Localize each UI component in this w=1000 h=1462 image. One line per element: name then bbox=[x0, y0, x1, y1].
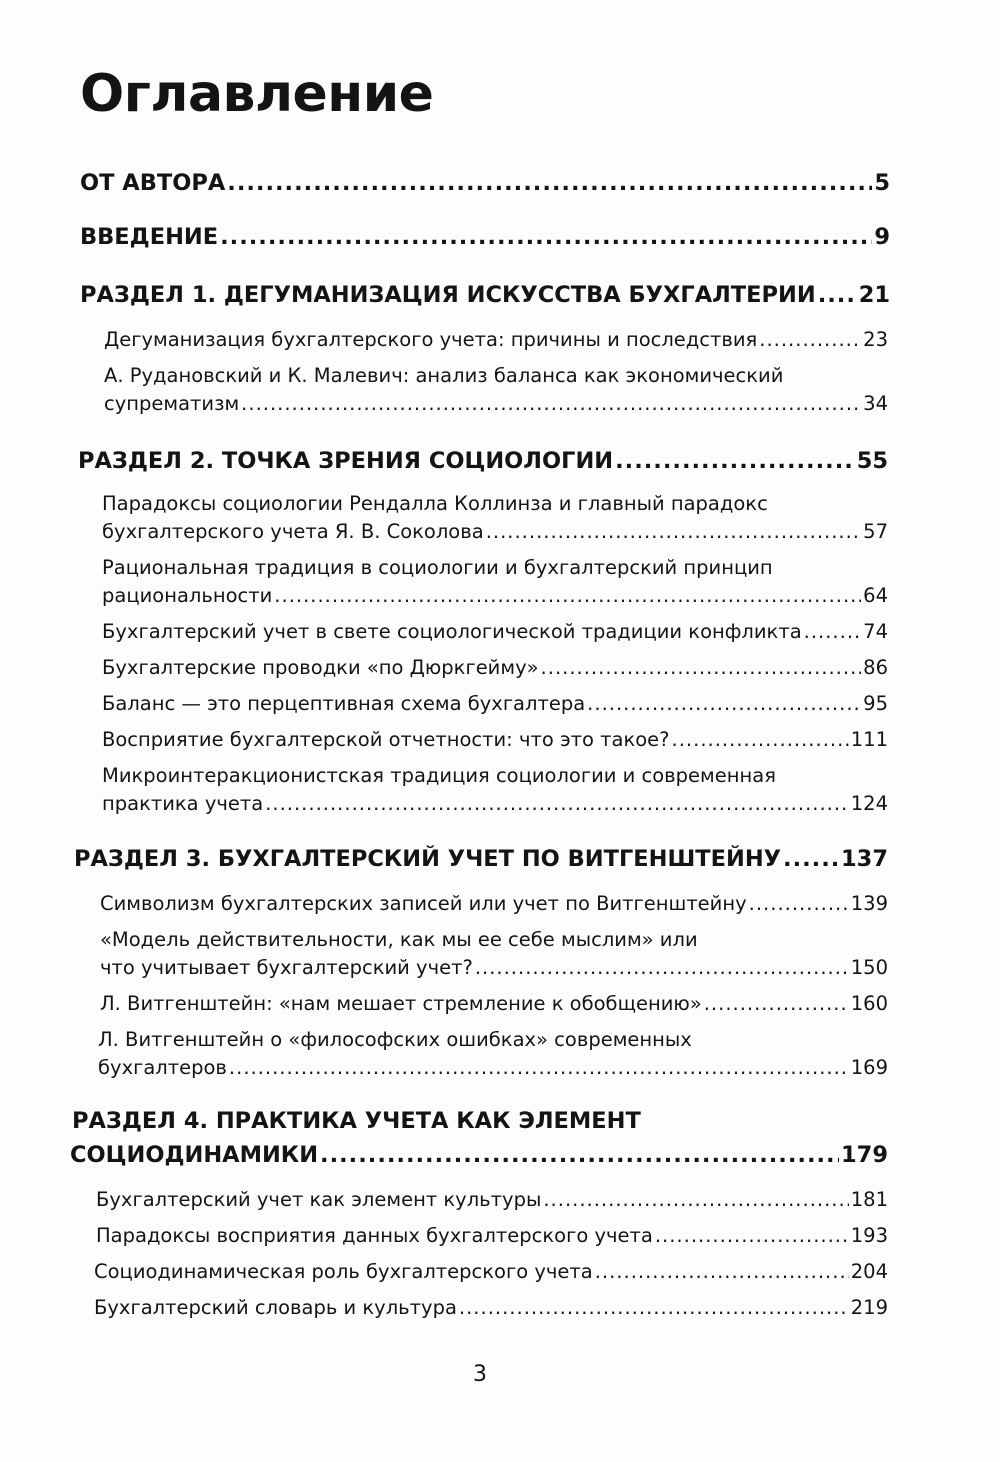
leader-dots bbox=[274, 584, 861, 607]
toc-entry-page: 137 bbox=[841, 846, 888, 872]
toc-subentry[interactable] bbox=[96, 1188, 888, 1211]
leader-dots bbox=[265, 792, 849, 815]
toc-entry-page: 219 bbox=[850, 1296, 888, 1319]
toc-entry-title: РАЗДЕЛ 3. БУХГАЛТЕРСКИЙ УЧЕТ ПО ВИТГЕНШТЕЙНУ bbox=[74, 846, 782, 872]
toc-entry-title: РАЗДЕЛ 2. ТОЧКА ЗРЕНИЯ СОЦИОЛОГИИ bbox=[78, 448, 614, 474]
toc-section-heading[interactable] bbox=[70, 1142, 888, 1168]
toc-entry-title: СОЦИОДИНАМИКИ bbox=[70, 1142, 319, 1168]
leader-dots bbox=[486, 520, 861, 543]
leader-dots bbox=[615, 448, 855, 474]
toc-entry-title: ОТ АВТОРА bbox=[80, 170, 226, 196]
toc-entry-page: 9 bbox=[874, 224, 890, 250]
toc-subentry[interactable] bbox=[94, 1296, 888, 1319]
toc-entry-page: 74 bbox=[863, 620, 888, 643]
toc-subentry[interactable] bbox=[94, 1260, 888, 1283]
toc-entry-title: Парадоксы восприятия данных бухгалтерского учета bbox=[96, 1224, 653, 1247]
toc-subentry[interactable] bbox=[100, 956, 888, 979]
toc-entry-page: 111 bbox=[850, 728, 888, 751]
leader-dots bbox=[759, 328, 861, 351]
leader-dots bbox=[595, 1260, 849, 1283]
leader-dots bbox=[227, 170, 872, 196]
toc-entry-title: бухгалтерского учета Я. В. Соколова bbox=[102, 520, 484, 543]
toc-subentry-line1: Парадоксы социологии Рендалла Коллинза и главный парадокс bbox=[102, 492, 768, 515]
toc-subentry-line1: «Модель действительности, как мы ее себе мыслим» или bbox=[100, 928, 698, 951]
toc-subentry-line1: А. Рудановский и К. Малевич: анализ баланса как экономический bbox=[104, 364, 784, 387]
toc-entry-page: 23 bbox=[863, 328, 888, 351]
toc-entry-title: Л. Витгенштейн: «нам мешает стремление к обобщению» bbox=[100, 992, 702, 1015]
toc-subentry[interactable] bbox=[102, 520, 888, 543]
toc-entry-page: 57 bbox=[863, 520, 888, 543]
leader-dots bbox=[804, 620, 862, 643]
toc-subentry[interactable] bbox=[96, 1224, 888, 1247]
leader-dots bbox=[672, 728, 849, 751]
toc-subentry[interactable] bbox=[102, 656, 888, 679]
toc-entry-page: 193 bbox=[850, 1224, 888, 1247]
leader-dots bbox=[543, 1188, 848, 1211]
toc-subentry[interactable] bbox=[104, 328, 888, 351]
toc-entry-title: Бухгалтерские проводки «по Дюркгейму» bbox=[102, 656, 539, 679]
leader-dots bbox=[541, 656, 862, 679]
leader-dots bbox=[704, 992, 849, 1015]
toc-entry-page: 95 bbox=[863, 692, 888, 715]
toc-entry-title: Социодинамическая роль бухгалтерского учета bbox=[94, 1260, 593, 1283]
leader-dots bbox=[229, 1056, 849, 1079]
toc-entry-page: 150 bbox=[850, 956, 888, 979]
toc-subentry-line1: Рациональная традиция в социологии и бухгалтерский принцип bbox=[102, 556, 773, 579]
toc-subentry[interactable] bbox=[100, 992, 888, 1015]
toc-subentry-line1: Л. Витгенштейн о «философских ошибках» современных bbox=[98, 1028, 692, 1051]
leader-dots bbox=[655, 1224, 849, 1247]
leader-dots bbox=[783, 846, 839, 872]
toc-entry[interactable] bbox=[80, 224, 890, 250]
toc-subentry[interactable] bbox=[102, 728, 888, 751]
toc-entry-page: 64 bbox=[863, 584, 888, 607]
toc-entry-page: 34 bbox=[863, 392, 888, 415]
toc-entry-page: 124 bbox=[850, 792, 888, 815]
toc-entry-page: 21 bbox=[858, 282, 890, 308]
toc-entry-title: рациональности bbox=[102, 584, 273, 607]
toc-entry-page: 169 bbox=[850, 1056, 888, 1079]
page-number: 3 bbox=[473, 1362, 487, 1387]
toc-entry-page: 86 bbox=[863, 656, 888, 679]
leader-dots bbox=[818, 282, 857, 308]
toc-entry-page: 179 bbox=[841, 1142, 888, 1168]
toc-entry-title: супрематизм bbox=[104, 392, 240, 415]
toc-entry-title: ВВЕДЕНИЕ bbox=[80, 224, 219, 250]
toc-entry-title: что учитывает бухгалтерский учет? bbox=[100, 956, 473, 979]
toc-entry-title: бухгалтеров bbox=[98, 1056, 227, 1079]
toc-entry-title: Символизм бухгалтерских записей или учет по Витгенштейну bbox=[100, 892, 747, 915]
toc-section-heading[interactable] bbox=[74, 846, 888, 872]
toc-entry-title: Бухгалтерский учет в свете социологической традиции конфликта bbox=[102, 620, 802, 643]
toc-subentry[interactable] bbox=[102, 792, 888, 815]
leader-dots bbox=[320, 1142, 839, 1168]
toc-entry-page: 139 bbox=[850, 892, 888, 915]
toc-section-heading-line1: РАЗДЕЛ 4. ПРАКТИКА УЧЕТА КАК ЭЛЕМЕНТ bbox=[72, 1108, 641, 1134]
toc-entry-title: Бухгалтерский словарь и культура bbox=[94, 1296, 457, 1319]
toc-entry-page: 55 bbox=[856, 448, 888, 474]
toc-entry-page: 181 bbox=[850, 1188, 888, 1211]
toc-entry-title: Восприятие бухгалтерской отчетности: что это такое? bbox=[102, 728, 670, 751]
toc-subentry[interactable] bbox=[102, 692, 888, 715]
toc-subentry[interactable] bbox=[102, 584, 888, 607]
toc-subentry[interactable] bbox=[98, 1056, 888, 1079]
toc-subentry[interactable] bbox=[102, 620, 888, 643]
toc-section-heading[interactable] bbox=[80, 282, 890, 308]
toc-entry-page: 204 bbox=[850, 1260, 888, 1283]
toc-entry[interactable] bbox=[80, 170, 890, 196]
toc-entry-page: 5 bbox=[874, 170, 890, 196]
leader-dots bbox=[220, 224, 872, 250]
toc-entry-title: практика учета bbox=[102, 792, 264, 815]
toc-subentry-line1: Микроинтеракционистская традиция социологии и современная bbox=[102, 764, 776, 787]
leader-dots bbox=[475, 956, 849, 979]
toc-entry-title: Бухгалтерский учет как элемент культуры bbox=[96, 1188, 542, 1211]
leader-dots bbox=[459, 1296, 849, 1319]
leader-dots bbox=[587, 692, 861, 715]
toc-entry-title: Дегуманизация бухгалтерского учета: причины и последствия bbox=[104, 328, 758, 351]
toc-entry-title: РАЗДЕЛ 1. ДЕГУМАНИЗАЦИЯ ИСКУССТВА БУХГАЛТЕРИИ bbox=[80, 282, 816, 308]
page-title: Оглавление bbox=[80, 64, 434, 124]
toc-subentry[interactable] bbox=[104, 392, 888, 415]
leader-dots bbox=[749, 892, 849, 915]
toc-entry-title: Баланс — это перцептивная схема бухгалтера bbox=[102, 692, 586, 715]
leader-dots bbox=[241, 392, 861, 415]
toc-subentry[interactable] bbox=[100, 892, 888, 915]
toc-section-heading[interactable] bbox=[78, 448, 888, 474]
toc-entry-page: 160 bbox=[850, 992, 888, 1015]
